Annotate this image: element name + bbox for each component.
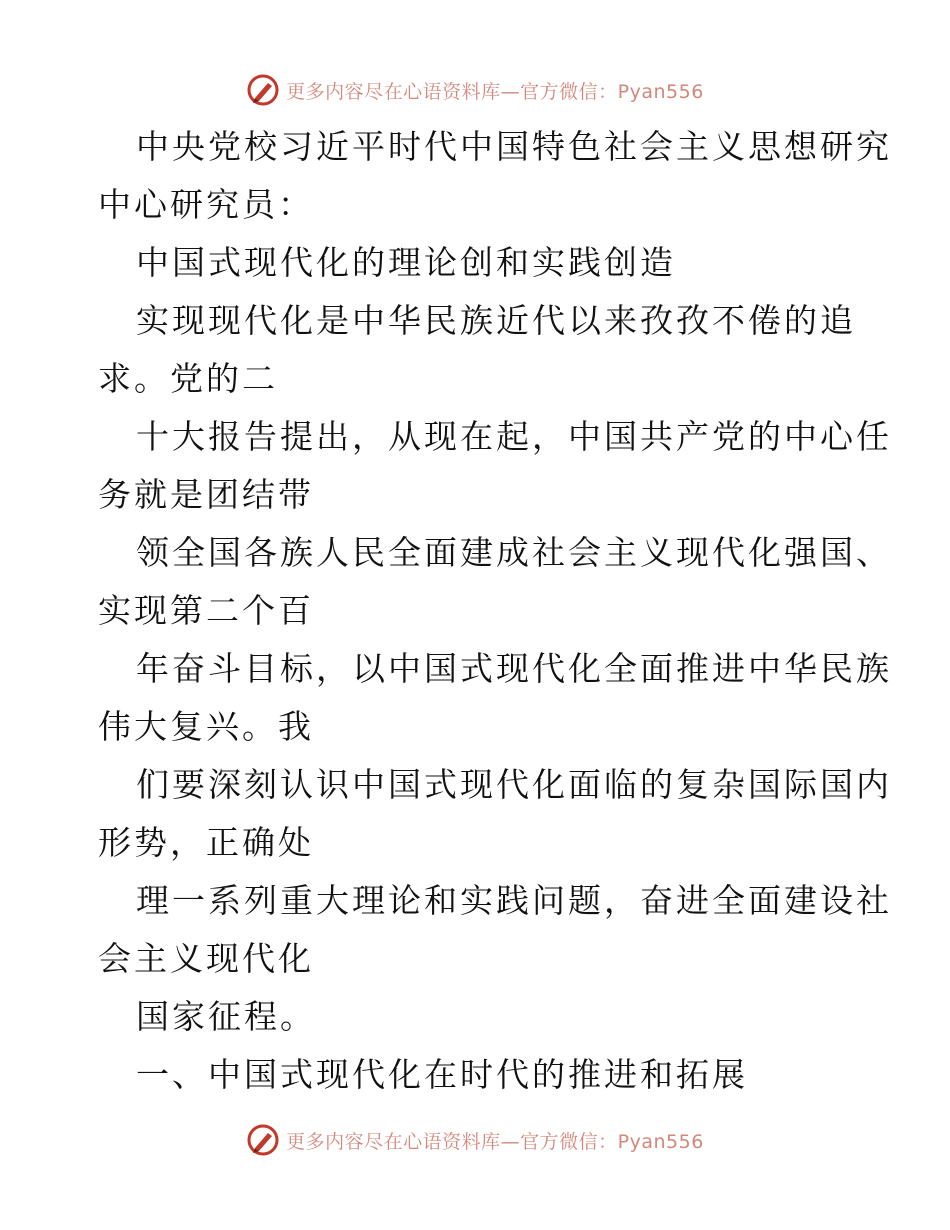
text-line: 形势，正确处 (98, 823, 314, 862)
text-line: 求。党的二 (98, 359, 278, 398)
text-line: 领全国各族人民全面建成社会主义现代化强国、 (136, 533, 892, 572)
text-line: 会主义现代化 (98, 939, 314, 978)
text-line: 实现第二个百 (98, 591, 314, 630)
banner-text: 更多内容尽在心语资料库—官方微信：Pyan556 (286, 1130, 704, 1153)
document-body (98, 118, 892, 1104)
pen-logo-icon (246, 73, 280, 107)
text-line: 一、中国式现代化在时代的推进和拓展 (136, 1055, 748, 1094)
footer-banner (0, 1120, 950, 1160)
text-line: 国家征程。 (136, 997, 316, 1036)
text-line: 务就是团结带 (98, 475, 314, 514)
text-line: 伟大复兴。我 (98, 707, 314, 746)
header-banner (0, 70, 950, 110)
banner-text: 更多内容尽在心语资料库—官方微信：Pyan556 (286, 80, 704, 103)
text-line: 中心研究员： (98, 185, 314, 224)
text-line: 中央党校习近平时代中国特色社会主义思想研究 (136, 127, 892, 166)
text-line: 年奋斗目标，以中国式现代化全面推进中华民族 (136, 649, 892, 688)
text-line: 中国式现代化的理论创和实践创造 (136, 243, 676, 282)
text-line: 十大报告提出，从现在起，中国共产党的中心任 (136, 417, 892, 456)
pen-logo-icon (246, 1123, 280, 1157)
text-line: 们要深刻认识中国式现代化面临的复杂国际国内 (136, 765, 892, 804)
text-line: 理一系列重大理论和实践问题，奋进全面建设社 (136, 881, 892, 920)
text-line: 实现现代化是中华民族近代以来孜孜不倦的追 (136, 301, 856, 340)
